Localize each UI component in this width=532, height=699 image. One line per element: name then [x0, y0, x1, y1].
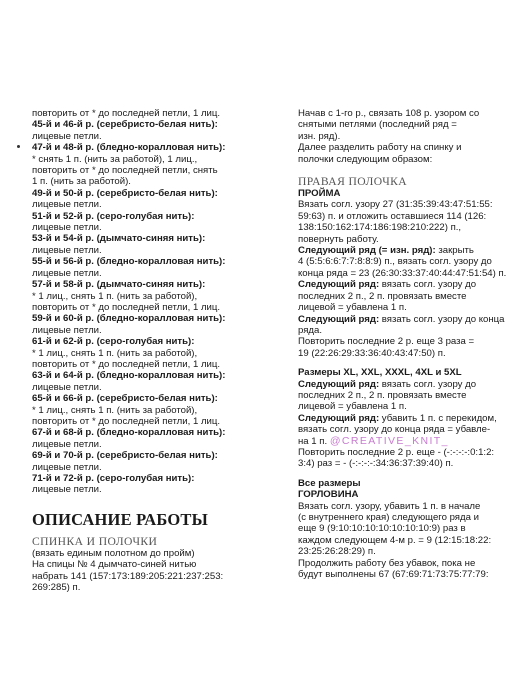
row-text: повторить от * до последней петли, 1 лиц.	[32, 108, 221, 119]
text-line	[298, 458, 512, 469]
row-label	[32, 336, 275, 347]
row-text: лицевые петли.	[32, 222, 102, 234]
line-text: вязать согл. узору до конца	[379, 313, 505, 325]
line-text: на 1 п.	[298, 435, 328, 447]
line-text: вязать согл. узору до конца ряда = убавле-	[298, 424, 491, 436]
line-text: закрыть	[435, 245, 474, 257]
line-text: последних 2 п., 2 п. провязать вместе	[298, 389, 467, 401]
line-text: вязать согл. узору до	[379, 279, 477, 291]
line-text: 3:4) раз = - (-:-:-:-:34:36:37:39:40) п.	[298, 458, 454, 470]
row-text: лицевые петли.	[32, 267, 102, 279]
intro-text	[298, 108, 512, 165]
watermark: @CREATIVE_KNIT_	[329, 434, 449, 447]
row-label	[32, 393, 275, 404]
text-line: Начав с 1-го р., связать 108 р. узором со	[298, 108, 480, 119]
text-line	[298, 390, 512, 401]
row-text: повторить от * до последней петли, 1 лиц.	[32, 358, 221, 370]
left-column	[32, 108, 275, 593]
bold-lead: Следующий ряд:	[298, 279, 380, 291]
bold-lead: Следующий ряд:	[298, 313, 380, 325]
row-label-text: 61-й и 62-й р. (серо-голубая нить):	[32, 336, 195, 348]
text-line: Продолжить работу без убавок, пока не	[298, 557, 476, 569]
text-line: (с внутреннего края) следующего ряда и	[298, 512, 479, 523]
text-line	[298, 401, 512, 412]
row-label	[32, 188, 275, 199]
line-text: лицевой = убавлена 1 п.	[298, 401, 407, 413]
text-line: будут выполнены 67 (67:69:71:73:75:77:79:	[298, 569, 489, 581]
row-label	[32, 427, 275, 438]
row-label-text: 65-й и 66-й р. (серебристо-белая нить):	[32, 393, 218, 405]
text-line: набрать 141 (157:173:189:205:221:237:253:	[32, 570, 224, 582]
row-label-text: 69-й и 70-й р. (серебристо-белая нить):	[32, 450, 218, 462]
line-text: вязать согл. узору до	[379, 378, 477, 390]
line-text: ряда.	[298, 324, 323, 336]
row-label-text: 51-й и 52-й р. (серо-голубая нить):	[32, 210, 195, 222]
neckline-instructions	[298, 501, 512, 581]
row-text: лицевые петли.	[32, 199, 102, 211]
row-label	[32, 256, 275, 267]
text-line: (вязать единым полотном до пройм)	[32, 547, 195, 559]
row-label-text: 45-й и 46-й р. (серебристо-белая нить):	[32, 119, 218, 131]
row-text: * снять 1 п. (нить за работой), 1 лиц.,	[32, 153, 198, 165]
row-label	[32, 233, 275, 244]
text-line	[298, 256, 512, 267]
text-line	[298, 291, 512, 302]
bold-lead: Следующий ряд (= изн. ряд):	[298, 245, 436, 257]
row-label-text: 63-й и 64-й р. (бледно-коралловая нить):	[32, 370, 226, 382]
line-text: 59:63) п. и отложить оставшиеся 114 (126:	[298, 210, 487, 222]
text-line	[298, 268, 512, 279]
row-label	[32, 313, 275, 324]
text-line: 23:25:26:28:29) п.	[298, 546, 376, 558]
row-label-text: 49-й и 50-й р. (серебристо-белая нить):	[32, 187, 218, 199]
text-line: каждом следующем 4-м р. = 9 (12:15:18:22:	[298, 534, 492, 546]
cast-on-instructions	[32, 548, 275, 594]
text-line: полочки следующим образом:	[298, 153, 433, 165]
row-label-text: 55-й и 56-й р. (бледно-коралловая нить):	[32, 256, 226, 268]
text-line	[298, 234, 512, 245]
text-line	[298, 211, 512, 222]
row-label	[32, 211, 275, 222]
row-label-text: 59-й и 60-й р. (бледно-коралловая нить):	[32, 313, 226, 325]
text-line: изн. ряд).	[298, 130, 341, 142]
text-line	[298, 314, 512, 325]
row-label-text: 47-й и 48-й р. (бледно-коралловая нить):	[32, 142, 226, 154]
sizes-instructions	[298, 379, 512, 470]
row-text: лицевые петли.	[32, 381, 102, 393]
section-title: ОПИСАНИЕ РАБОТЫ	[32, 509, 209, 529]
right-column	[298, 108, 512, 580]
text-line	[298, 302, 512, 313]
row-text: * 1 лиц., снять 1 п. (нить за работой),	[32, 347, 198, 359]
row-text: * 1 лиц., снять 1 п. (нить за работой),	[32, 290, 198, 302]
sizes-heading: Размеры XL, XXL, XXXL, 4XL и 5XL	[298, 367, 462, 379]
text-line	[298, 279, 512, 290]
row-text: лицевые петли.	[32, 324, 102, 336]
line-text: Вязать согл. узору 27 (31:35:39:43:47:51:55:	[298, 199, 493, 211]
text-line: еще 9 (9:10:10:10:10:10:10:10:9) раз в	[298, 523, 466, 535]
row-text: лицевые петли.	[32, 484, 102, 496]
text-line	[298, 222, 512, 233]
text-line	[298, 336, 512, 347]
armhole-heading: ПРОЙМА	[298, 188, 341, 200]
text-line	[298, 245, 512, 256]
row-label-text: 71-й и 72-й р. (серо-голубая нить):	[32, 473, 195, 484]
line-text: убавить 1 п. с перекидом,	[379, 412, 497, 424]
row-text: лицевые петли.	[32, 461, 102, 473]
text-line	[298, 348, 512, 359]
text-line	[298, 199, 512, 210]
row-instructions	[32, 108, 275, 496]
row-text: лицевые петли.	[32, 438, 102, 450]
bold-lead: Следующий ряд:	[298, 378, 380, 390]
row-label-text: 53-й и 54-й р. (дымчато-синяя нить):	[32, 233, 206, 245]
text-line	[298, 379, 512, 390]
text-line: Вязать согл. узору, убавить 1 п. в начале	[298, 500, 481, 512]
row-label-text: 67-й и 68-й р. (бледно-коралловая нить):	[32, 427, 226, 439]
line-text: конца ряда = 23 (26:30:33:37:40:44:47:51:54) п.	[298, 267, 507, 279]
line-text: повернуть работу.	[298, 233, 379, 245]
row-label	[32, 450, 275, 461]
line-text: Повторить последние 2 р. еще - (-:-:-:-:0:1:2:	[298, 446, 495, 458]
line-text: Повторить последние 2 р. еще 3 раза =	[298, 336, 475, 348]
line-text: лицевой = убавлена 1 п.	[298, 302, 407, 314]
text-line	[298, 325, 512, 336]
row-label	[32, 119, 275, 130]
row-label	[32, 473, 275, 484]
text-line	[298, 436, 512, 447]
line-text: 138:150:162:174:186:198:210:222) п.,	[298, 222, 462, 234]
neckline-heading: ГОРЛОВИНА	[298, 489, 359, 501]
bold-lead: Следующий ряд:	[298, 412, 380, 424]
row-label-text: 57-й и 58-й р. (дымчато-синяя нить):	[32, 279, 206, 291]
margin-dot	[17, 145, 20, 148]
row-text: повторить от * до последней петли, 1 лиц.	[32, 301, 221, 313]
row-label	[32, 279, 275, 290]
row-text: 1 п. (нить за работой).	[32, 176, 131, 188]
row-text: * 1 лиц., снять 1 п. (нить за работой),	[32, 404, 198, 416]
row-text: лицевые петли.	[32, 244, 102, 256]
row-text: лицевые петли.	[32, 130, 102, 142]
text-line: Далее разделить работу на спинку и	[298, 142, 462, 154]
line-text: 4 (5:5:6:6:7:7:8:8:9) п., вязать согл. узору до	[298, 256, 492, 268]
row-text: повторить от * до последней петли, снять	[32, 165, 218, 177]
text-line: снятыми петлями (последний ряд =	[298, 119, 457, 131]
back-and-fronts-title: СПИНКА И ПОЛОЧКИ	[32, 534, 158, 548]
armhole-instructions	[298, 199, 512, 359]
all-sizes-heading: Все размеры	[298, 477, 361, 489]
line-text: 19 (22:26:29:33:36:40:43:47:50) п.	[298, 347, 446, 359]
text-line: На спицы № 4 дымчато-синей нитью	[32, 559, 197, 571]
text-line	[298, 413, 512, 424]
right-front-title: ПРАВАЯ ПОЛОЧКА	[298, 175, 408, 189]
text-line: 269:285) п.	[32, 582, 81, 594]
text-line	[298, 447, 512, 458]
row-label	[32, 370, 275, 381]
row-text: повторить от * до последней петли, 1 лиц.	[32, 415, 221, 427]
row-label	[32, 142, 275, 153]
line-text: последних 2 п., 2 п. провязать вместе	[298, 290, 467, 302]
